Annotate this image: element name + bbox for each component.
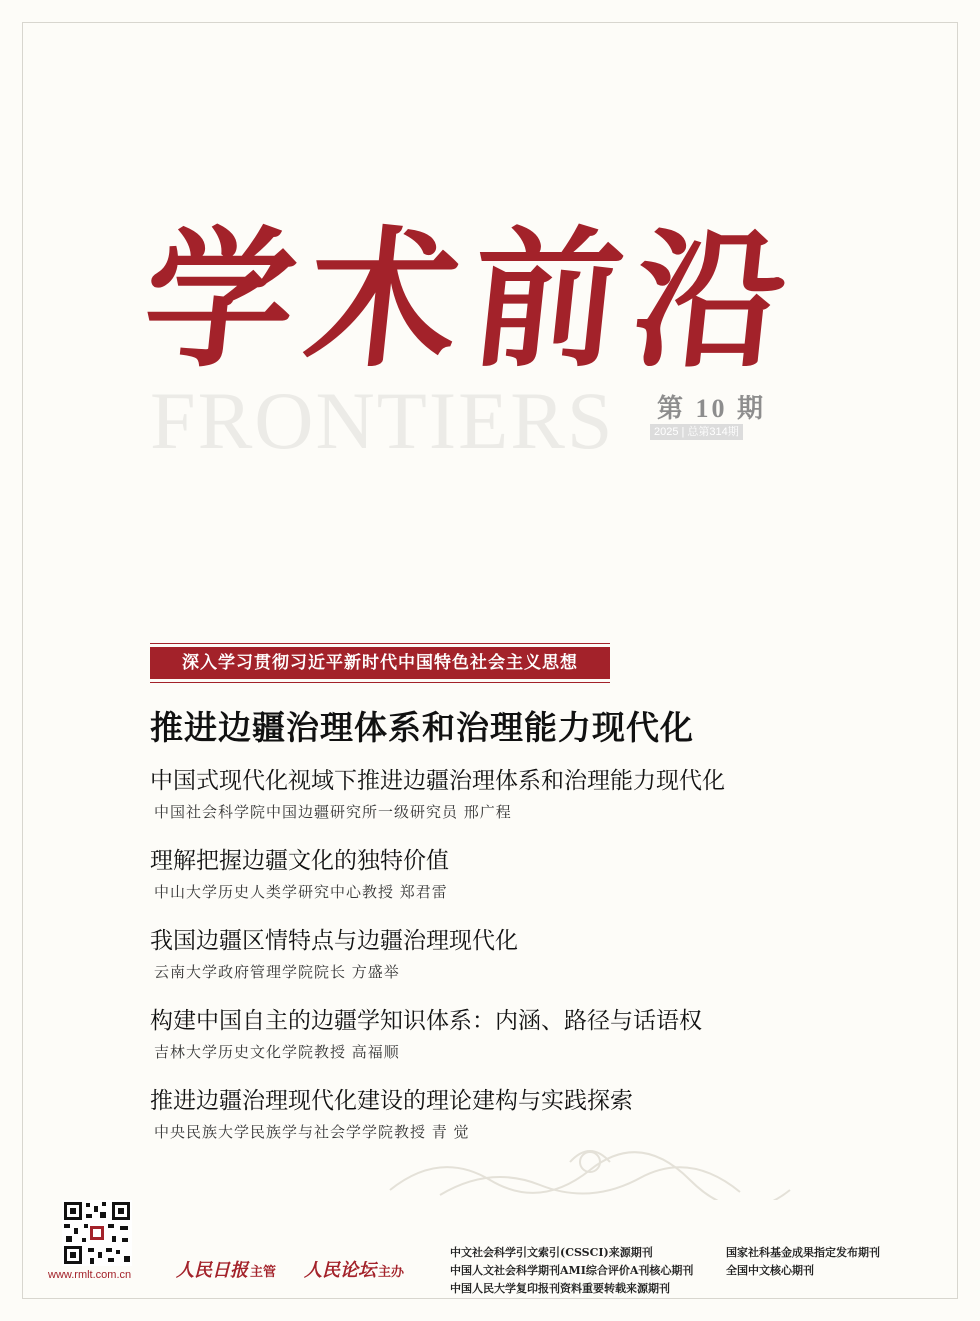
decorative-ornament [380, 1140, 800, 1200]
index-item: 中国人民大学复印报刊资料重要转载来源期刊 [450, 1282, 670, 1295]
article-title: 推进边疆治理现代化建设的理论建构与实践探索 [150, 1088, 633, 1114]
sponsor-name: 人民日报 [176, 1260, 248, 1281]
topic-title: 推进边疆治理体系和治理能力现代化 [150, 708, 694, 747]
sponsor-supervisor [176, 1256, 276, 1282]
issue-year: 2025 [654, 426, 679, 438]
article-author: 中山大学历史人类学研究中心教授 郑君雷 [154, 883, 448, 901]
index-item: 国家社科基金成果指定发布期刊 [726, 1246, 880, 1259]
issue-year-total: 2025 | 总第314期 [650, 424, 743, 440]
index-row [450, 1262, 940, 1280]
article-author: 云南大学政府管理学院院长 方盛举 [154, 963, 400, 981]
article-item[interactable] [150, 844, 850, 924]
article-item[interactable] [150, 1004, 850, 1084]
masthead-char: 前 [462, 212, 631, 388]
masthead-char: 沿 [625, 212, 795, 388]
article-title: 理解把握边疆文化的独特价值 [150, 848, 449, 874]
index-row [450, 1280, 940, 1298]
article-title: 构建中国自主的边疆学知识体系：内涵、路径与话语权 [150, 1008, 702, 1034]
website-url[interactable]: www.rmlt.com.cn [48, 1269, 132, 1281]
index-item: 全国中文核心期刊 [726, 1264, 814, 1277]
sponsor-role: 主办 [378, 1265, 405, 1280]
article-author: 吉林大学历史文化学院教授 高福顺 [154, 1043, 400, 1061]
index-row [450, 1244, 940, 1262]
article-item[interactable] [150, 764, 850, 844]
index-item: 中国人文社会科学期刊AMI综合评价A刊核心期刊 [450, 1264, 694, 1277]
article-title: 我国边疆区情特点与边疆治理现代化 [150, 928, 518, 954]
article-title: 中国式现代化视域下推进边疆治理体系和治理能力现代化 [150, 768, 725, 794]
article-author: 中央民族大学民族学与社会学学院教授 青 觉 [154, 1123, 470, 1141]
sponsor-role: 主管 [250, 1265, 277, 1280]
masthead-char: 学 [135, 212, 305, 388]
article-author: 中国社会科学院中国边疆研究所一级研究员 邢广程 [154, 803, 512, 821]
sponsors [176, 1256, 404, 1282]
sponsor-name: 人民论坛 [304, 1260, 377, 1281]
article-item[interactable] [150, 924, 850, 1004]
section-banner [150, 643, 610, 683]
sponsor-publisher [304, 1256, 404, 1282]
index-item: 中文社会科学引文索引(CSSCI)来源期刊 [450, 1246, 653, 1259]
index-listings [450, 1244, 940, 1298]
issue-total: 总第314期 [687, 426, 739, 438]
article-list [150, 764, 850, 1164]
issue-number: 第 10 期 [657, 394, 767, 423]
qr-code-icon[interactable] [62, 1200, 132, 1266]
english-name: FRONTIERS [150, 375, 615, 466]
section-banner-text: 深入学习贯彻习近平新时代中国特色社会主义思想 [150, 647, 610, 679]
masthead-logo [135, 212, 795, 388]
masthead-char: 术 [299, 212, 468, 388]
